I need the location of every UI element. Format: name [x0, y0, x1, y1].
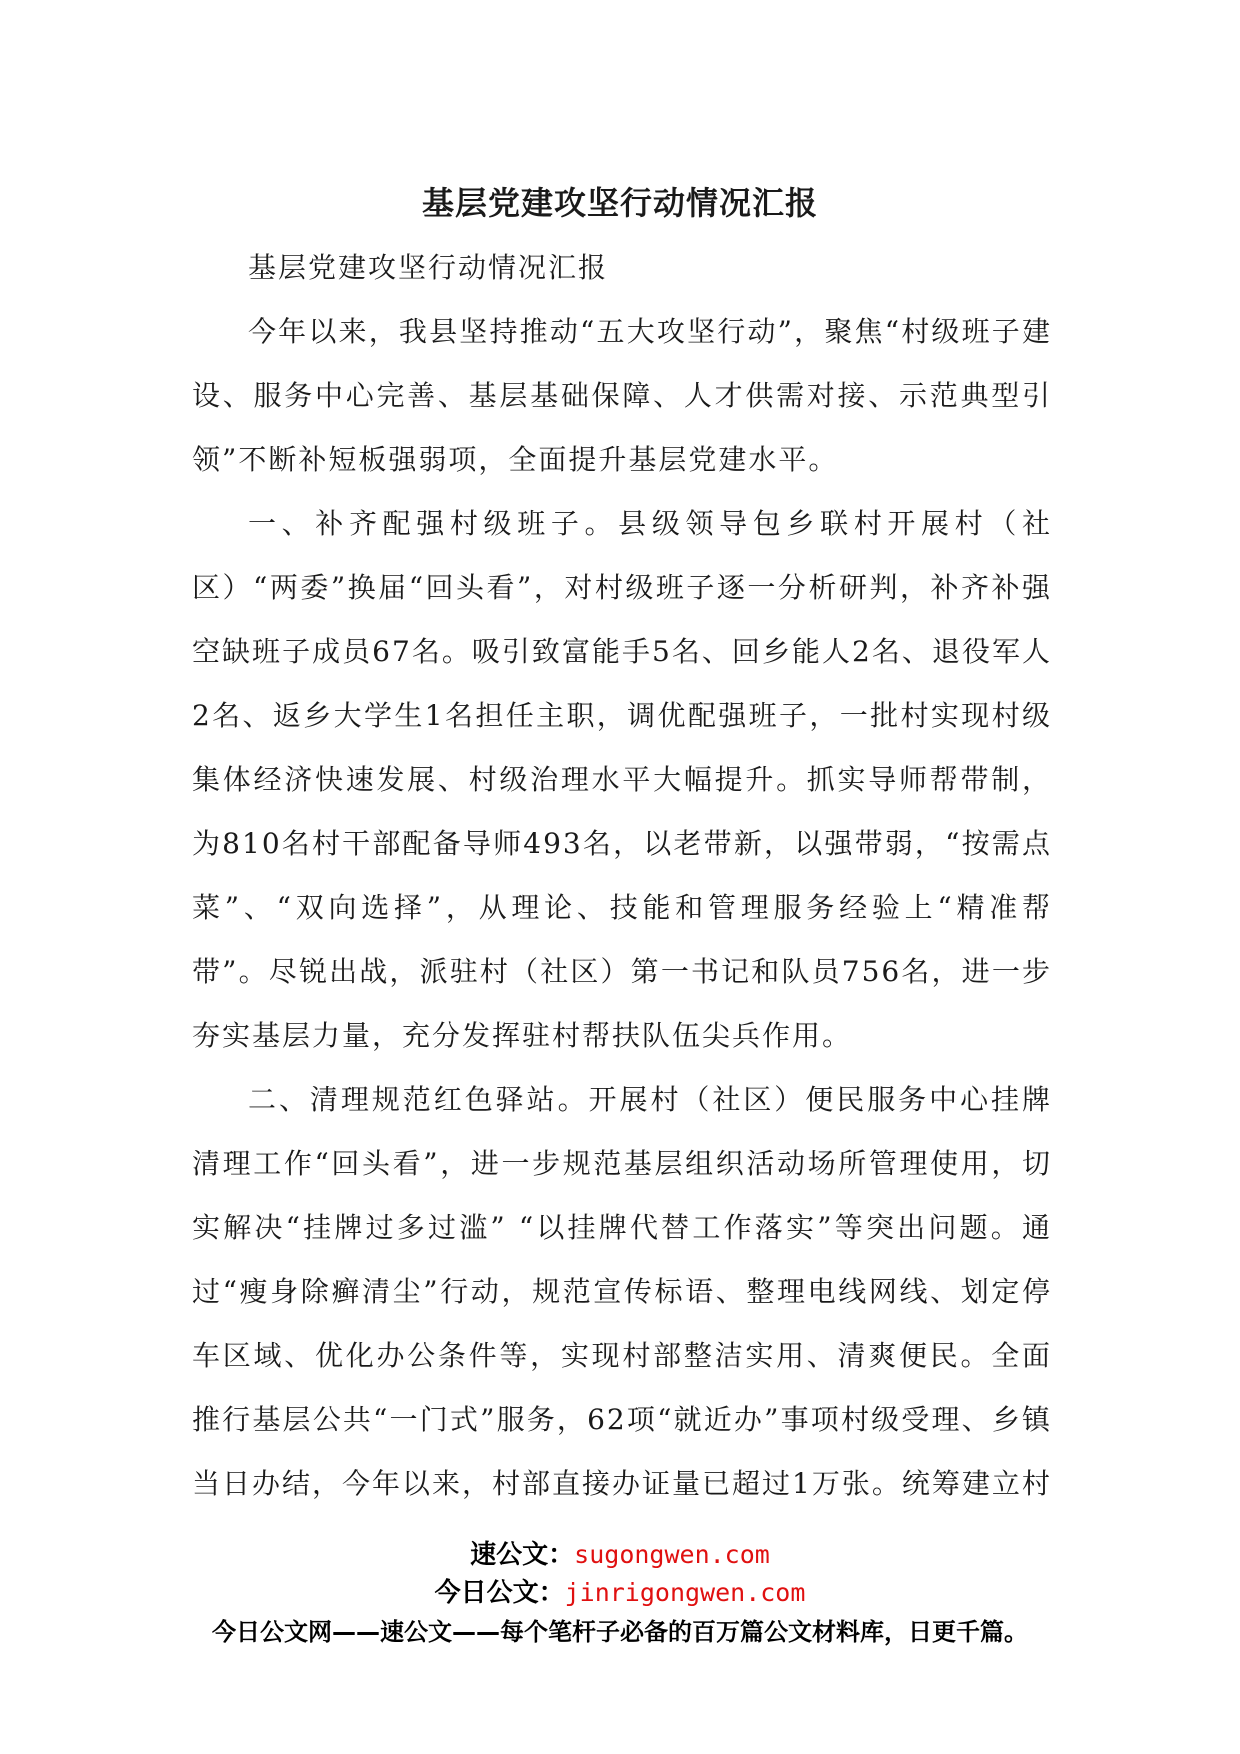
footer-line-sugongwen: [0, 1536, 1240, 1574]
sugongwen-link[interactable]: sugongwen.com: [574, 1540, 770, 1569]
jinrigongwen-link[interactable]: jinrigongwen.com: [564, 1578, 806, 1607]
document-title: 基层党建攻坚行动情况汇报: [421, 184, 818, 222]
footer-slogan: 今日公文网——速公文——每个笔杆子必备的百万篇公文材料库，日更千篇。: [212, 1618, 1028, 1646]
section-2-paragraph: 二、清理规范红色驿站。开展村（社区）便民服务中心挂牌清理工作“回头看”，进一步规范基层组织活动场所管理使用，切实解决“挂牌过多过滥” “以挂牌代替工作落实”等突出问题。通过“瘦身除癣清尘”行动，规范宣传标语、整理电线网线、划定停车区域、优化办公条件等，实现村部整洁实用、清爽便民。全面推行基层公共“一门式”服务，62项“就近办”事项村级受理、乡镇当日办结，今年以来，村部直接办证量已超过1万张。统筹建立村: [192, 1083, 1052, 1500]
document-body: [192, 236, 1052, 1516]
sugongwen-label: 速公文：: [470, 1540, 575, 1570]
footer-line-jinrigongwen: [0, 1574, 1240, 1612]
intro-paragraph: 今年以来，我县坚持推动“五大攻坚行动”，聚焦“村级班子建设、服务中心完善、基层基础保障、人才供需对接、示范典型引领”不断补短板强弱项，全面提升基层党建水平。: [192, 315, 1052, 476]
subtitle-paragraph: 基层党建攻坚行动情况汇报: [248, 251, 609, 284]
section-1-paragraph: 一、补齐配强村级班子。县级领导包乡联村开展村（社区）“两委”换届“回头看”，对村级班子逐一分析研判，补齐补强空缺班子成员67名。吸引致富能手5名、回乡能人2名、退役军人2名、返乡大学生1名担任主职，调优配强班子，一批村实现村级集体经济快速发展、村级治理水平大幅提升。抓实导师帮带制，为810名村干部配备导师493名，以老带新，以强带弱，“按需点菜”、“双向选择”，从理论、技能和管理服务经验上“精准帮带”。尽锐出战，派驻村（社区）第一书记和队员756名，进一步夯实基层力量，充分发挥驻村帮扶队伍尖兵作用。: [192, 507, 1052, 1052]
footer-watermark: [0, 1536, 1240, 1652]
jinrigongwen-label: 今日公文：: [434, 1578, 565, 1608]
